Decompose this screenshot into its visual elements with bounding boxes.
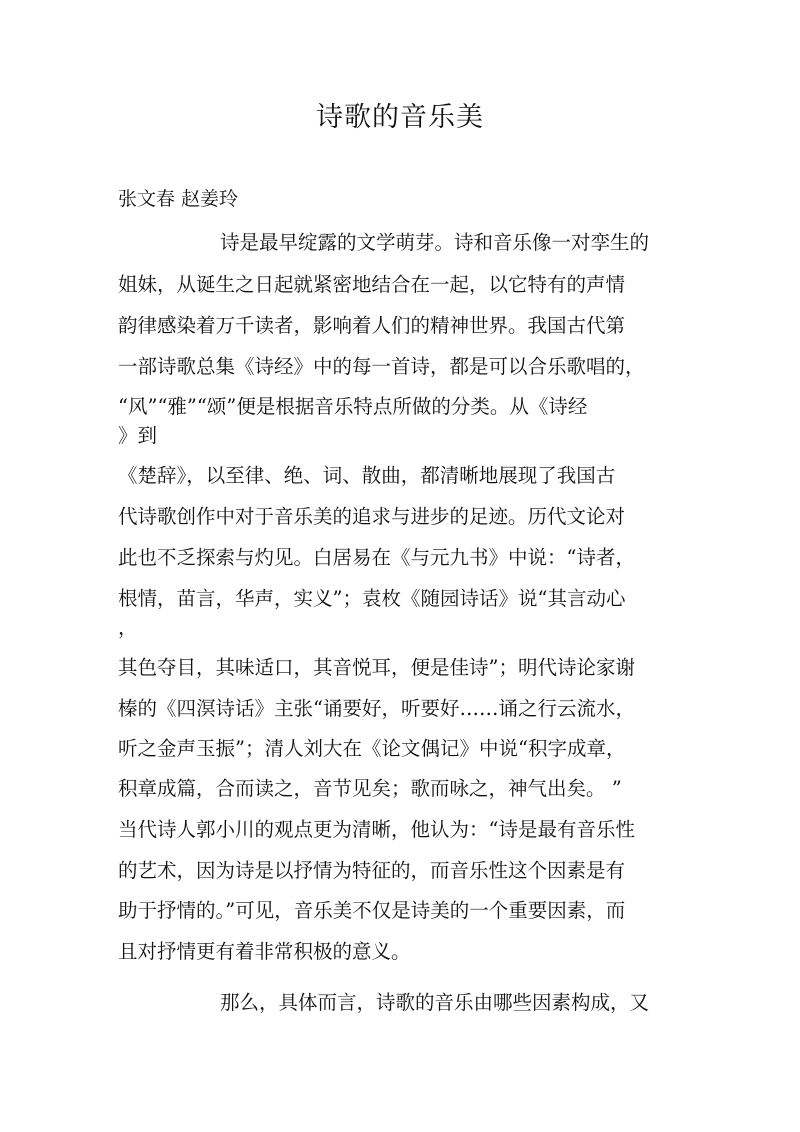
paragraph-line: 那么，具体而言，诗歌的音乐由哪些因素构成，又 [220,991,650,1014]
paragraph-line: 韵律感染着万千读者，影响着人们的精神世界。我国古代第 [118,314,626,337]
paragraph-line: “风”“雅”“颂”便是根据音乐特点所做的分类。从《诗经 [118,395,588,418]
paragraph-line: 当代诗人郭小川的观点更为清晰，他认为：“诗是最有音乐性 [118,818,635,841]
paragraph-line: 听之金声玉振”；清人刘大在《论文偶记》中说“积字成章， [118,737,626,760]
paragraph-line: 积章成篇，合而读之，音节见矣；歌而咏之，神气出矣。 ” [118,777,622,800]
paragraph-line: ， [118,616,138,639]
paragraph-line: 其色夺目，其味适口，其音悦耳，便是佳诗”；明代诗论家谢 [118,656,635,679]
paragraph-line: 根情，苗言，华声，实义”；袁枚《随园诗话》说“其言动心 [118,587,626,610]
paragraph-line: 此也不乏探索与灼见。白居易在《与元九书》中说：“诗者， [118,546,635,569]
paragraph-line: 诗是最早绽露的文学萌芽。诗和音乐像一对孪生的 [220,231,650,254]
document-authors: 张文春 赵姜玲 [118,188,239,210]
paragraph-line: 《楚辞》，以至律、绝、词、散曲，都清晰地展现了我国古 [118,464,616,487]
paragraph-line: 的艺术，因为诗是以抒情为特征的，而音乐性这个因素是有 [118,859,626,882]
paragraph-line: 一部诗歌总集《诗经》中的每一首诗，都是可以合乐歌唱的， [118,355,645,378]
paragraph-line: 榛的《四溟诗话》主张“诵要好，听要好……诵之行云流水， [118,697,635,720]
document-title: 诗歌的音乐美 [316,102,484,133]
paragraph-line: 》到 [118,424,158,447]
paragraph-line: 代诗歌创作中对于音乐美的追求与进步的足迹。历代文论对 [118,505,626,528]
paragraph-line: 且对抒情更有着非常积极的意义。 [118,940,411,963]
paragraph-line: 助于抒情的。”可见，音乐美不仅是诗美的一个重要因素，而 [118,899,626,922]
paragraph-line: 姐妹，从诞生之日起就紧密地结合在一起，以它特有的声情 [118,273,626,296]
